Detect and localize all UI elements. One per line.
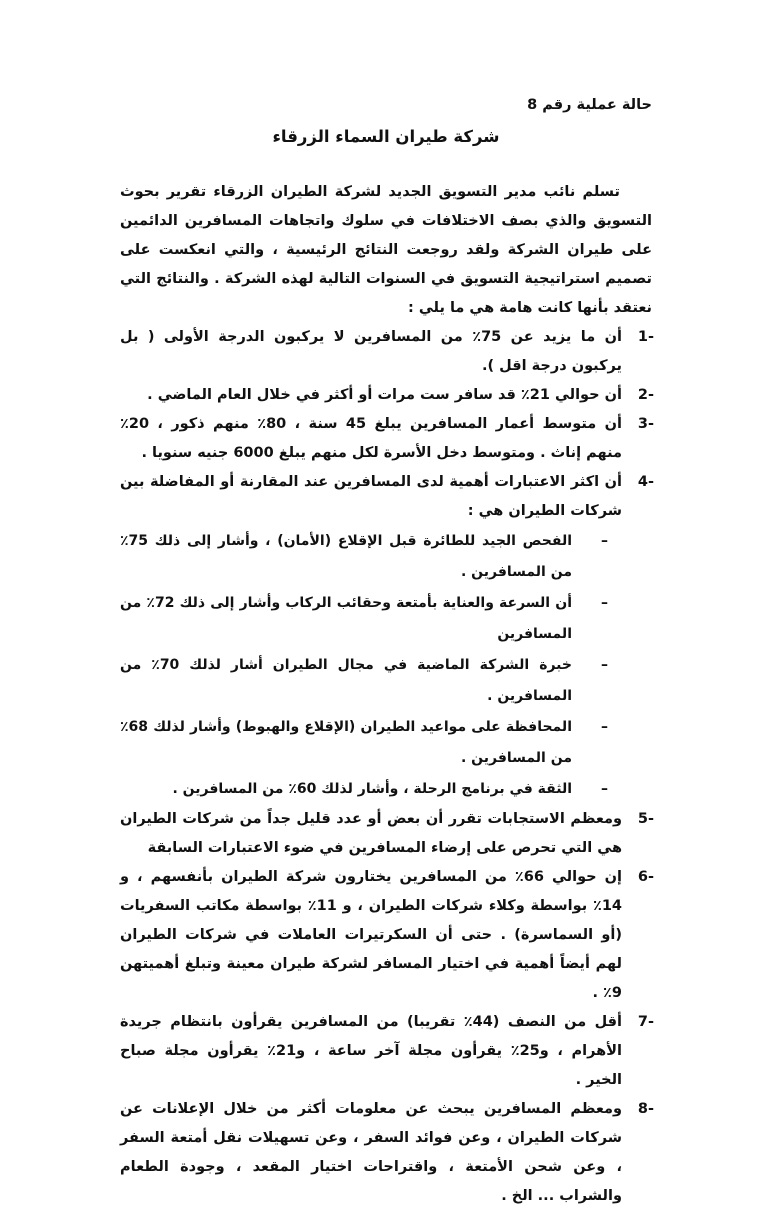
dash-bullet: – — [601, 657, 608, 673]
sub-item-text: المحافظة على مواعيد الطيران (الإقلاع والهبوط) وأشار لذلك 68٪ من المسافرين . — [120, 719, 572, 766]
dash-bullet: – — [601, 595, 608, 611]
sub-item-text: الفحص الجيد للطائرة قبل الإقلاع (الأمان) ، وأشار إلى ذلك 75٪ من المسافرين . — [120, 533, 572, 580]
list-item — [120, 410, 652, 468]
considerations-sublist — [120, 526, 622, 805]
item-text: أن حوالي 21٪ قد سافر ست مرات أو أكثر في خلال العام الماضي . — [147, 387, 622, 403]
case-number-label: حالة عملية رقم 8 — [527, 97, 652, 113]
sub-item-text: أن السرعة والعناية بأمتعة وحقائب الركاب وأشار إلى ذلك 72٪ من المسافرين — [120, 595, 573, 642]
sub-list-item — [120, 774, 622, 805]
item-number: 8- — [637, 1101, 654, 1117]
item-text: أن اكثر الاعتبارات أهمية لدى المسافرين عند المقارنة أو المفاضلة بين شركات الطيران هي : — [120, 474, 622, 519]
sub-list-item — [120, 526, 622, 588]
list-item — [120, 323, 652, 381]
item-number: 3- — [637, 416, 654, 432]
item-number: 4- — [637, 474, 654, 490]
document-title: شركة طيران السماء الزرقاء — [272, 127, 500, 146]
item-text: أقل من النصف (44٪ تقريبا) من المسافرين يقرأون بانتظام جريدة الأهرام ، و25٪ يقرأون مجلة آخر ساعة ، و21٪ يقرأون مجلة صباح الخير . — [120, 1014, 622, 1088]
list-item — [120, 805, 652, 863]
item-number: 2- — [637, 387, 654, 403]
item-text: ومعظم المسافرين يبحث عن معلومات أكثر من خلال الإعلانات عن شركات الطيران ، وعن فوائد السفر ، وعن تسهيلات نقل أمتعة السفر ، وعن شحن الأمتعة ، واقتراحات اختيار المقعد ، وجودة الطعام والشراب ... الخ . — [120, 1101, 622, 1204]
item-text: أن متوسط أعمار المسافرين يبلغ 45 سنة ، 80٪ منهم ذكور ، 20٪ منهم إناث . ومتوسط دخل الأسرة لكل منهم يبلغ 6000 جنيه سنويا . — [120, 416, 623, 461]
item-number: 7- — [637, 1014, 654, 1030]
dash-bullet: – — [601, 533, 608, 549]
item-text: ومعظم الاستجابات تقرر أن بعض أو عدد قليل جداً من شركات الطيران هي التي تحرص على إرضاء المسافرين في ضوء الاعتبارات السابقة — [120, 811, 622, 856]
dash-bullet: – — [601, 781, 608, 797]
list-item — [120, 863, 652, 1008]
list-item — [120, 1095, 652, 1211]
list-item — [120, 381, 652, 410]
item-number: 5- — [637, 811, 654, 827]
sub-item-text: خبرة الشركة الماضية في مجال الطيران أشار لذلك 70٪ من المسافرين . — [120, 657, 572, 704]
intro-paragraph: تسلم نائب مدير التسويق الجديد لشركة الطيران الزرقاء تقرير بحوث التسويق والذي بصف الاختلافات في سلوك واتجاهات المسافرين الدائمين على طيران الشركة ولقد روجعت النتائج الرئيسية ، والتي انعكست على تصميم استراتيجية التسويق في السنوات التالية لهذه الشركة . والنتائج التي نعتقد بأنها كانت هامة هي ما يلي : — [120, 184, 652, 316]
sub-list-item — [120, 588, 622, 650]
list-item — [120, 468, 652, 805]
item-number: 6- — [637, 869, 654, 885]
findings-list — [120, 323, 652, 1211]
dash-bullet: – — [601, 719, 608, 735]
sub-list-item — [120, 712, 622, 774]
sub-list-item — [120, 650, 622, 712]
item-number: 1- — [637, 329, 654, 345]
item-text: إن حوالي 66٪ من المسافرين يختارون شركة الطيران بأنفسهم ، و 14٪ بواسطة وكلاء شركات الطيران ، و 11٪ بواسطة مكاتب السفريات (أو السماسرة) . حتى أن السكرتيرات العاملات في شركات الطيران لهم أيضاً أهمية في اختيار المسافر لشركة طيران معينة وتبلغ أهميتهن 9٪ . — [120, 869, 622, 1001]
list-item — [120, 1008, 652, 1095]
sub-item-text: الثقة في برنامج الرحلة ، وأشار لذلك 60٪ من المسافرين . — [172, 781, 572, 797]
item-text: أن ما يزيد عن 75٪ من المسافرين لا يركبون الدرجة الأولى ( بل يركبون درجة اقل ). — [120, 329, 622, 374]
